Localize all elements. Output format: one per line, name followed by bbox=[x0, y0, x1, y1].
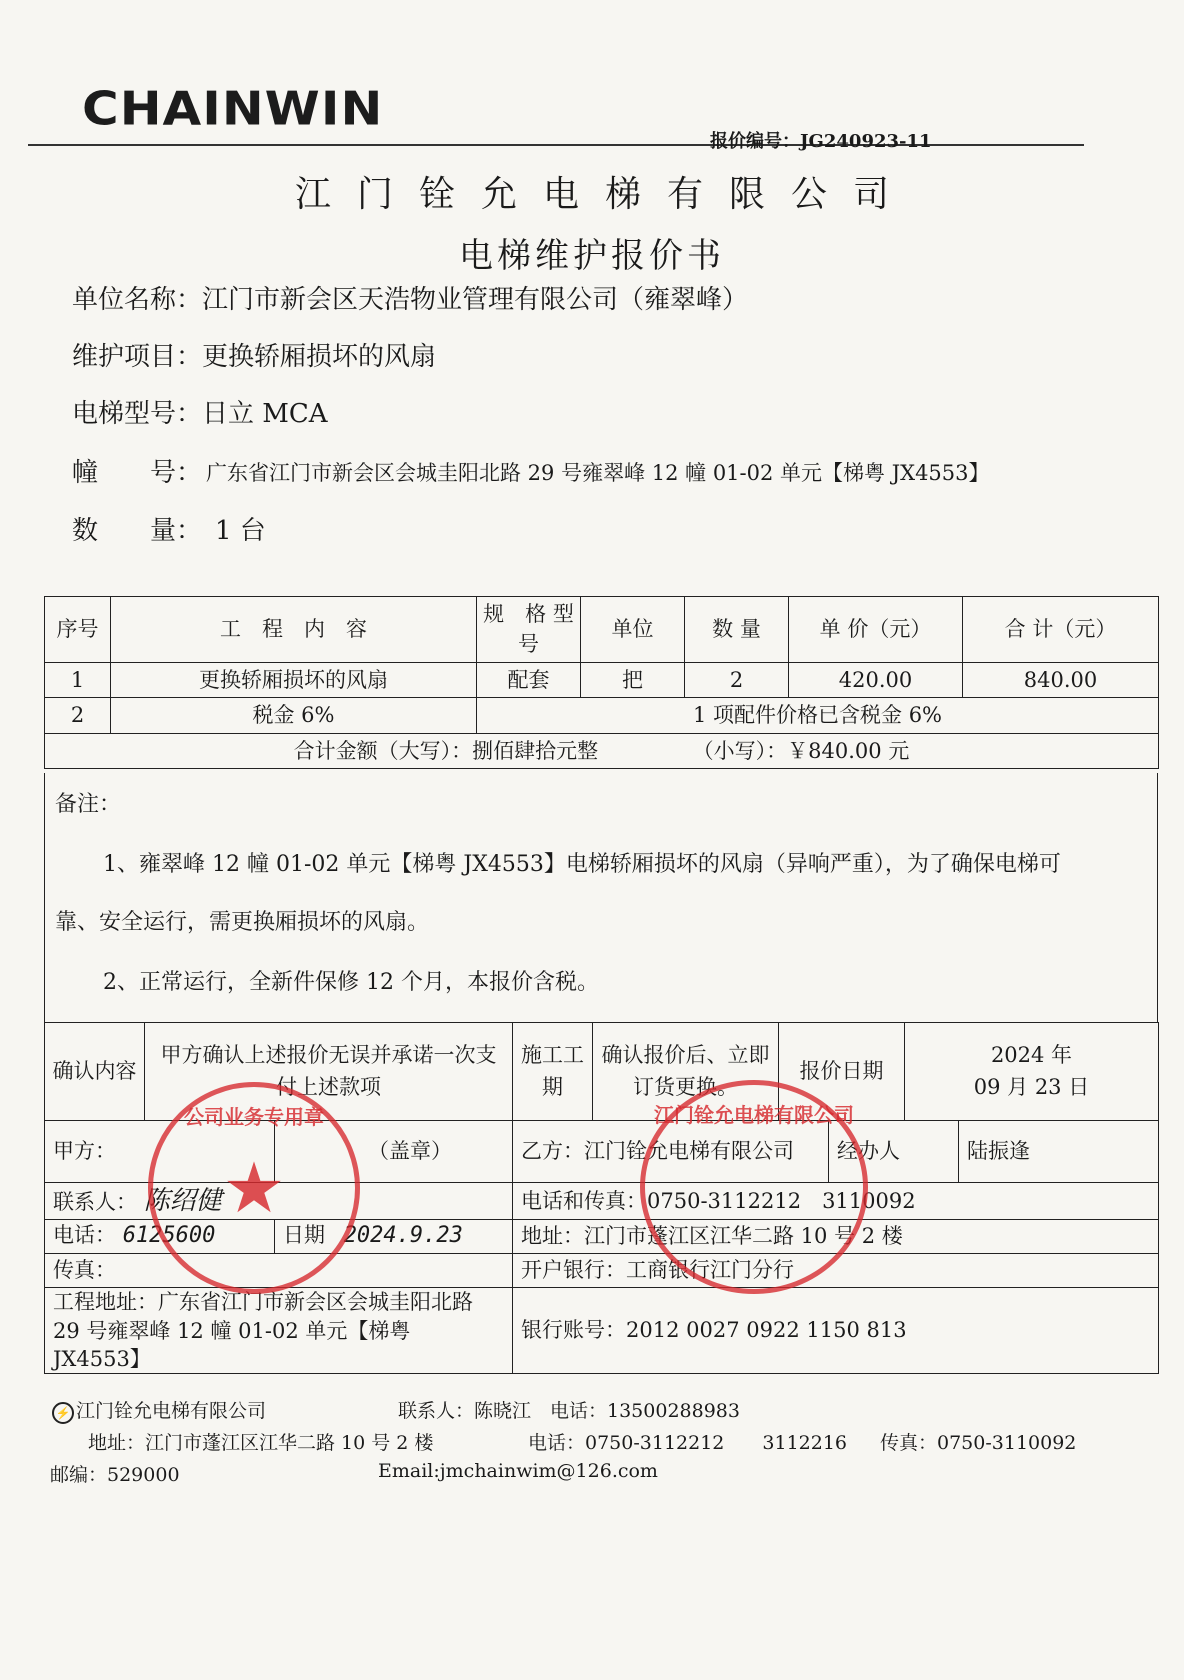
row-unit: 把 bbox=[581, 662, 685, 697]
table-header-row bbox=[45, 597, 1159, 663]
building-value: 广东省江门市新会区会城圭阳北路 29 号雍翠峰 12 幢 01-02 单元【梯粤 JX4553】 bbox=[206, 461, 990, 485]
unit-name: 单位名称：江门市新会区天浩物业管理有限公司（雍翠峰） bbox=[72, 285, 749, 315]
party-a-stamp bbox=[148, 1082, 360, 1294]
footer-email: Email:jmchainwim@126.com bbox=[378, 1460, 658, 1482]
party-a-seal: （盖章） bbox=[275, 1121, 513, 1183]
quote-date-year: 2024 年 bbox=[990, 1043, 1073, 1067]
total-amount: 合计金额（大写）：捌佰肆拾元整 （小写）：￥840.00 元 bbox=[45, 733, 1159, 768]
footer-logo-icon: ⚡ bbox=[52, 1402, 74, 1424]
party-a-fax: 传真： bbox=[45, 1254, 513, 1288]
notes-label: 备注： bbox=[55, 792, 122, 817]
party-b-address: 地址：江门市蓬江区江华二路 10 号 2 楼 bbox=[513, 1220, 1159, 1254]
party-a-site bbox=[45, 1288, 513, 1374]
quote-number: 报价编号：JG240923-11 bbox=[710, 131, 932, 152]
elevator-model: 电梯型号：日立 MCA bbox=[72, 399, 328, 429]
party-b-name: 乙方：江门铨允电梯有限公司 bbox=[513, 1121, 829, 1183]
party-a-label: 甲方： bbox=[45, 1121, 275, 1183]
phone-label: 电话： bbox=[53, 1223, 116, 1248]
footer-company-name: 江门铨允电梯有限公司 bbox=[76, 1400, 267, 1422]
confirm-label: 确认内容 bbox=[45, 1023, 145, 1121]
tax-row bbox=[45, 698, 1159, 733]
site-value: 广东省江门市新会区会城圭阳北路 29 号雍翠峰 12 幢 01-02 单元【梯粤 JX4553】 bbox=[53, 1290, 473, 1372]
row-no: 1 bbox=[45, 662, 111, 697]
notes-section bbox=[44, 773, 1158, 1022]
maintenance-project: 维护项目：更换轿厢损坏的风扇 bbox=[72, 342, 437, 372]
document-title: 电梯维护报价书 bbox=[459, 236, 725, 276]
party-b-bank: 开户银行：工商银行江门分行 bbox=[513, 1254, 1159, 1288]
party-b-account: 银行账号：2012 0027 0922 1150 813 bbox=[513, 1288, 1159, 1374]
header-unit: 单位 bbox=[581, 597, 685, 663]
notes-line-2: 靠、安全运行，需更换厢损坏的风扇。 bbox=[55, 910, 430, 935]
notes-line-1: 1、雍翠峰 12 幢 01-02 单元【梯粤 JX4553】电梯轿厢损坏的风扇（异响严重），为了确保电梯可 bbox=[103, 852, 1061, 877]
header-qty: 数 量 bbox=[685, 597, 789, 663]
quote-date-day: 09 月 23 日 bbox=[973, 1074, 1090, 1099]
header-price: 单 价（元） bbox=[789, 597, 963, 663]
building-label: 幢 号： bbox=[72, 458, 203, 488]
row-spec: 配套 bbox=[477, 662, 581, 697]
contact-signature: 陈绍健 bbox=[143, 1186, 222, 1216]
tax-no: 2 bbox=[45, 698, 111, 733]
site-label: 工程地址： bbox=[53, 1290, 158, 1315]
table-row bbox=[45, 662, 1159, 697]
header-content: 工 程 内 容 bbox=[111, 597, 477, 663]
stamp-star-icon: ★ bbox=[222, 1147, 286, 1229]
footer-postcode: 邮编：529000 bbox=[50, 1464, 180, 1486]
footer-company bbox=[52, 1396, 266, 1424]
footer-contact: 联系人：陈晓江 电话：13500288983 bbox=[398, 1400, 740, 1422]
company-name: 江门铨允电梯有限公司 bbox=[294, 174, 915, 215]
sign-date: 2024.9.23 bbox=[343, 1223, 463, 1249]
notes-line-3: 2、正常运行，全新件保修 12 个月，本报价含税。 bbox=[103, 970, 599, 995]
period-text: 确认报价后、立即订货更换。 bbox=[593, 1023, 779, 1121]
date-label-a: 日期 bbox=[283, 1223, 325, 1248]
quote-table bbox=[44, 596, 1159, 769]
date-label: 报价日期 bbox=[779, 1023, 905, 1121]
row-qty: 2 bbox=[685, 662, 789, 697]
tax-item: 税金 6% bbox=[111, 698, 477, 733]
tax-note: 1 项配件价格已含税金 6% bbox=[477, 698, 1159, 733]
quote-date bbox=[905, 1023, 1159, 1121]
quantity: 数 量： 1 台 bbox=[72, 516, 266, 546]
row-content: 更换轿厢损坏的风扇 bbox=[111, 662, 477, 697]
party-b-telfax: 电话和传真：0750-3112212 3110092 bbox=[513, 1183, 1159, 1220]
row-total: 840.00 bbox=[963, 662, 1159, 697]
company-logo: CHAINWIN bbox=[82, 82, 384, 136]
agent-label: 经办人 bbox=[829, 1121, 959, 1183]
party-b-stamp-text: 江门铨允电梯有限公司 bbox=[654, 1103, 854, 1127]
agent-name: 陆振逢 bbox=[959, 1121, 1159, 1183]
footer-address: 地址：江门市蓬江区江华二路 10 号 2 楼 bbox=[88, 1432, 434, 1454]
header-total: 合 计（元） bbox=[963, 597, 1159, 663]
period-label: 施工工期 bbox=[513, 1023, 593, 1121]
phone-value: 6125600 bbox=[122, 1223, 216, 1249]
confirm-text: 甲方确认上述报价无误并承诺一次支付上述款项 bbox=[145, 1023, 513, 1121]
row-price: 420.00 bbox=[789, 662, 963, 697]
contact-label: 联系人： bbox=[53, 1190, 137, 1214]
header-spec: 规 格 型 号 bbox=[477, 597, 581, 663]
party-b-stamp bbox=[640, 1080, 868, 1294]
total-row bbox=[45, 733, 1159, 768]
header-no: 序号 bbox=[45, 597, 111, 663]
footer-fax: 传真：0750-3110092 bbox=[880, 1432, 1077, 1454]
party-a-stamp-text: 公司业务专用章 bbox=[184, 1105, 324, 1129]
footer-tel: 电话：0750-3112212 3112216 bbox=[528, 1432, 848, 1454]
